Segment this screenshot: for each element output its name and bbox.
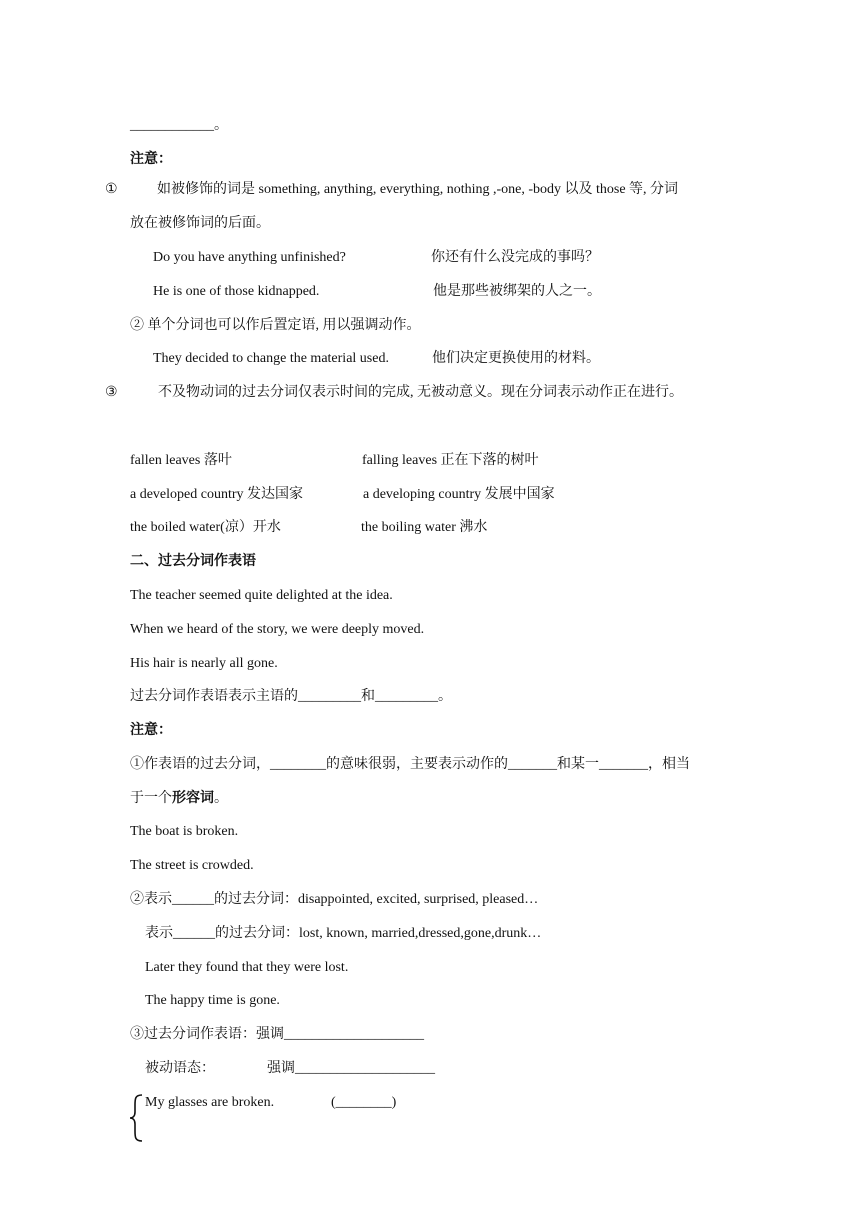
item-text: 不及物动词的过去分词仅表示时间的完成, 无被动意义。现在分词表示动作正在进行。: [158, 385, 683, 400]
note-item: 强调____________________: [267, 1061, 435, 1076]
vocab-left: the boiled water(凉）开水: [130, 520, 281, 535]
note-heading: 注意：: [130, 723, 172, 738]
item-text: 如被修饰的词是 something, anything, everything, nothing ,-one, -body 以及 those 等, 分词: [157, 182, 679, 197]
note-label: 被动语态：: [145, 1061, 215, 1076]
item-text: ② 单个分词也可以作后置定语, 用以强调动作。: [130, 318, 421, 333]
vocab-right: the boiling water 沸水: [361, 520, 488, 535]
example-sentence: The street is crowded.: [130, 858, 254, 873]
note-item: ③过去分词作表语：强调____________________: [130, 1027, 424, 1042]
example-chinese: 他是那些被绑架的人之一。: [433, 284, 601, 299]
bold-term: 形容词: [172, 791, 214, 806]
blank-line: ____________。: [130, 118, 228, 133]
example-sentence: Later they found that they were lost.: [145, 960, 349, 975]
example-sentence: His hair is nearly all gone.: [130, 656, 278, 671]
note-item: ②表示______的过去分词：disappointed, excited, surprised, pleased…: [130, 892, 539, 907]
example-sentence: The boat is broken.: [130, 824, 239, 839]
example-english: He is one of those kidnapped.: [153, 284, 320, 299]
section-heading: 二、过去分词作表语: [130, 554, 256, 569]
text-segment: 。: [214, 791, 228, 806]
note-item: ①作表语的过去分词，________的意味很弱，主要表示动作的_______和某一_______，相当: [130, 757, 690, 772]
fill-in-sentence: 过去分词作表语表示主语的_________和_________。: [130, 689, 452, 704]
example-sentence: The teacher seemed quite delighted at the idea.: [130, 588, 393, 603]
note-heading: 注意：: [130, 152, 172, 167]
item-text-continued: 放在被修饰词的后面。: [130, 216, 270, 231]
note-item-continued: [130, 790, 228, 808]
example-english: Do you have anything unfinished?: [153, 250, 346, 265]
example-chinese: 他们决定更换使用的材料。: [432, 351, 600, 366]
vocab-right: falling leaves 正在下落的树叶: [362, 453, 539, 468]
note-item: 表示______的过去分词：lost, known, married,dressed,gone,drunk…: [145, 926, 542, 941]
vocab-left: a developed country 发达国家: [130, 487, 304, 502]
example-chinese: 你还有什么没完成的事吗？: [431, 250, 599, 265]
example-sentence: My glasses are broken.: [145, 1095, 275, 1110]
answer-blank: (________): [331, 1095, 397, 1110]
vocab-right: a developing country 发展中国家: [363, 487, 555, 502]
item-number: ①: [105, 182, 118, 197]
text-segment: 于一个: [130, 791, 172, 806]
example-sentence: The happy time is gone.: [145, 993, 280, 1008]
example-sentence: When we heard of the story, we were deeply moved.: [130, 622, 425, 637]
example-english: They decided to change the material used.: [153, 351, 389, 366]
item-number: ③: [105, 385, 118, 400]
curly-brace-icon: [128, 1093, 144, 1143]
vocab-left: fallen leaves 落叶: [130, 453, 232, 468]
